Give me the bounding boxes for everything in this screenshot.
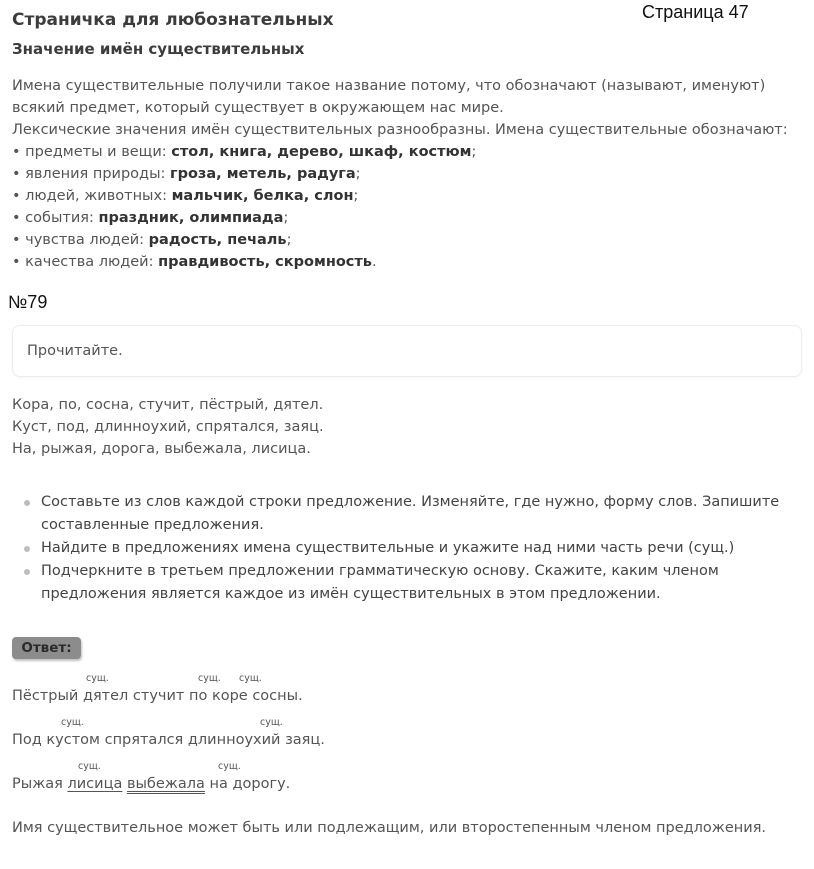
word-line: Кора, по, сосна, стучит, пёстрый, дятел. (12, 397, 324, 413)
intro-item: • людей, животных: мальчик, белка, слон; (12, 188, 359, 204)
answer-badge: Ответ: (12, 637, 81, 659)
instruction-text: Прочитайте. (27, 343, 123, 359)
predicate-underline: выбежала (126, 776, 205, 792)
section-subtitle: Значение имён существительных (12, 40, 305, 58)
pos-label: сущ. (239, 673, 262, 684)
task-item: Составьте из слов каждой строки предложение. Изменяйте, где нужно, форму слов. Запишите составленные предложения. (12, 491, 802, 537)
pos-label: сущ. (61, 717, 84, 728)
task-item: Найдите в предложениях имена существительные и укажите над ними часть речи (сущ.) (12, 537, 802, 560)
word-line: На, рыжая, дорога, выбежала, лисица. (12, 441, 311, 457)
intro-item: • чувства людей: радость, печаль; (12, 232, 292, 248)
conclusion-text: Имя существительное может быть или подлежащим, или второстепенным членом предложения. (12, 820, 767, 836)
pos-label: сущ. (218, 761, 241, 772)
instruction-card (12, 325, 802, 377)
intro-item: • качества людей: правдивость, скромность. (12, 254, 377, 270)
pos-label: сущ. (86, 673, 109, 684)
pos-label: сущ. (78, 761, 101, 772)
exercise-number: №79 (8, 292, 48, 312)
intro-paragraph-2: Лексические значения имён существительных разнообразны. Имена существительные обозначают: (12, 122, 788, 138)
page-title: Страничка для любознательных (12, 10, 334, 30)
answer-sentence-3: Рыжая лисица выбежала на дорогу. (12, 776, 291, 792)
intro-text (12, 75, 802, 273)
task-list (12, 491, 802, 606)
word-lines (12, 394, 324, 460)
task-item: Подчеркните в третьем предложении грамматическую основу. Скажите, каким членом предложения является каждое из имён существительных в этом предложении. (12, 560, 802, 606)
pos-label: сущ. (198, 673, 221, 684)
word-line: Куст, под, длинноухий, спрятался, заяц. (12, 419, 324, 435)
pos-label: сущ. (260, 717, 283, 728)
intro-paragraph-1: Имена существительные получили такое название потому, что обозначают (называют, именуют) всякий предмет, который существует в окружающем нас мире. (12, 78, 766, 116)
page-number: Страница 47 (642, 2, 749, 22)
intro-item: • предметы и вещи: стол, книга, дерево, шкаф, костюм; (12, 144, 477, 160)
answer-sentence-1: Пёстрый дятел стучит по коре сосны. (12, 688, 303, 704)
intro-item: • явления природы: гроза, метель, радуга; (12, 166, 361, 182)
subject-underline: лисица (67, 776, 123, 792)
answer-sentence-2: Под кустом спрятался длинноухий заяц. (12, 732, 325, 748)
intro-item: • события: праздник, олимпиада; (12, 210, 289, 226)
